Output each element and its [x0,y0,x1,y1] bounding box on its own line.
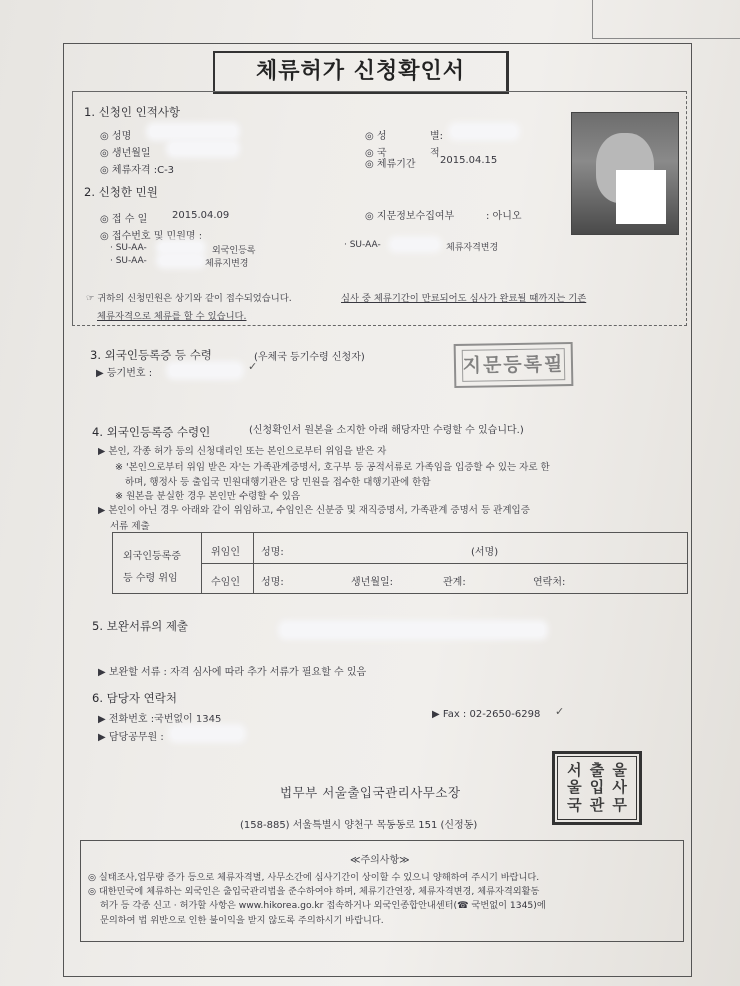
section4-line1: ▶ 본인, 각종 허가 등의 신청대리인 또는 본인으로부터 위임을 받은 자 [98,446,387,457]
delegatee-birth-label: 생년월일: [351,577,394,588]
redacted-receipt3 [160,256,202,265]
photo-redaction [616,170,666,224]
section4-line2: ※ '본인으로부터 위임 받은 자'는 가족관계증명서, 호구부 등 공적서류로 가족임을 입증할 수 있는 자로 한 [115,462,550,473]
section4-line6: 서류 제출 [110,521,150,532]
redacted-gender [452,126,516,137]
section4-line4: ※ 원본을 분실한 경우 본인만 수령할 수 있음 [115,491,301,502]
office-address: (158-885) 서울특별시 양천구 목동동로 151 (신정동) [240,820,478,831]
redacted-birth [170,143,236,154]
period-label: ◎ 체류기간 [365,159,416,170]
receipt-row1-code: · SU-AA- [110,243,147,253]
seal-char: 국 [567,795,582,814]
receipt-note-prefix: ☞ 귀하의 신청민원은 상기와 같이 접수되었습니다. [86,293,292,304]
phone-label: ▶ 전화번호 :국번없이 1345 [98,714,222,725]
receipt-list-label: ◎ 접수번호 및 민원명 : [100,231,203,242]
receipt-note-underline: 심사 중 체류기간이 만료되어도 심사가 완료될 때까지는 기존 [341,293,587,304]
section2-heading: 2. 신청한 민원 [84,185,158,199]
seal-char: 서 [567,761,582,779]
stamp-text: 지문등록필 [462,353,565,377]
office-name: 법무부 서울출입국관리사무소장 [280,785,461,800]
section5-line1: ▶ 보완할 서류 : 자격 심사에 따라 추가 서류가 필요할 수 있음 [98,667,367,678]
section4-heading: 4. 외국인등록증 수령인 [92,425,211,439]
birth-label: ◎ 생년월일 [100,148,151,159]
section5-heading: 5. 보완서류의 제출 [92,619,189,633]
seal-characters [563,762,631,814]
table-row-divider [201,563,687,564]
receipt-row2-code: · SU-AA- [110,256,147,266]
seal-char: 입 [589,778,605,797]
official-seal [552,751,642,825]
receipt-note-line2: 체류자격으로 체류를 할 수 있습니다. [97,311,247,322]
notice-title: ≪주의사항≫ [350,855,410,866]
period-value: 2015.04.15 [440,155,498,166]
receipt-date-label: ◎ 접 수 일 [100,214,148,225]
nation-label: ◎ 국 [365,148,387,159]
redacted-officer [172,728,242,739]
redacted-documents [282,624,544,636]
delegation-table [112,532,688,594]
seal-char: 출 [589,761,605,779]
notice-line1: ◎ 실태조사,업무량 증가 등으로 체류자격별, 사무소간에 심사기간이 상이할 수 있으니 양해하여 주시기 바랍니다. [88,872,540,883]
fingerprint-registered-stamp [454,342,574,388]
document-title: 체류허가 신청확인서 [213,51,509,94]
seal-char: 울 [612,761,627,779]
delegator-name-label: 성명: [261,547,284,558]
delegatee-name-label: 성명: [261,577,284,588]
gender-label: ◎ 성 [365,131,387,142]
notice-line4: 문의하여 법 위반으로 인한 불이익을 받지 않도록 주의하시기 바랍니다. [100,915,384,926]
receipt-row2-name: 체류지변경 [205,259,249,269]
redacted-receipt1 [160,243,202,252]
delegatee-contact-label: 연락처: [533,577,566,588]
redacted-receipt2 [392,240,438,249]
redacted-name [150,126,236,137]
delegator-sign-label: (서명) [471,547,499,558]
seal-char: 무 [612,795,627,814]
name-label: ◎ 성명 [100,131,132,142]
receipt-date-value: 2015.04.09 [172,210,230,221]
fax-label: ▶ Fax : 02-2650-6298 [432,709,541,720]
corner-stamp-box [592,0,740,39]
section4-subheading: (신청확인서 원본을 소지한 아래 해당자만 수령할 수 있습니다.) [249,425,524,436]
delegatee-label: 수임인 [211,577,240,588]
delegation-title-line1: 외국인등록증 [123,551,181,562]
section4-line5: ▶ 본인이 아닌 경우 아래와 같이 위임하고, 수임인은 신분증 및 재직증명서, 가족관계 증명서 등 관계입증 [98,505,530,516]
notice-line3: 허가 등 각종 신고 · 허가할 사항은 www.hikorea.go.kr 접속하거나 외국인종합안내센터(☎ 국번없이 1345)에 [100,900,546,911]
receipt-row1-name: 외국인등록 [212,246,256,256]
check-mark-icon: ✓ [248,360,258,373]
section3-subheading: (우체국 등기수령 신청자) [254,352,365,363]
seal-char: 관 [589,795,605,814]
applicant-photo [571,112,679,235]
registered-mail-label: ▶ 등기번호 : [96,368,153,379]
fingerprint-label: ◎ 지문정보수집여부 [365,211,455,222]
seal-char: 울 [567,778,582,797]
delegatee-relation-label: 관계: [443,577,466,588]
receipt-row1-code2: · SU-AA- [344,240,381,250]
seal-char: 사 [612,778,627,797]
notice-line2: ◎ 대한민국에 체류하는 외국인은 출입국관리법을 준수하여야 하며, 체류기간연장, 체류자격변경, 체류자격외활동 [88,886,540,897]
stamp-inner-border [462,348,566,382]
fax-check-icon: ✓ [555,705,565,718]
section1-heading: 1. 신청인 인적사항 [84,105,181,119]
delegation-title-line2: 등 수령 위임 [123,573,178,584]
section6-heading: 6. 담당자 연락처 [92,691,177,705]
redacted-mail-number [170,365,240,376]
delegator-label: 위임인 [211,547,240,558]
section4-line3: 하며, 행정사 등 출입국 민원대행기관은 당 민원을 접수한 대행기관에 한함 [125,477,431,488]
gender-suffix: 별: [430,131,444,142]
officer-label: ▶ 담당공무원 : [98,732,164,743]
section3-heading: 3. 외국인등록증 등 수령 [90,348,212,362]
status-label: ◎ 체류자격 :C-3 [100,165,175,176]
nation-suffix: 적 [430,148,440,159]
receipt-row1-name2: 체류자격변경 [446,243,499,253]
fingerprint-value: : 아니오 [486,211,522,222]
